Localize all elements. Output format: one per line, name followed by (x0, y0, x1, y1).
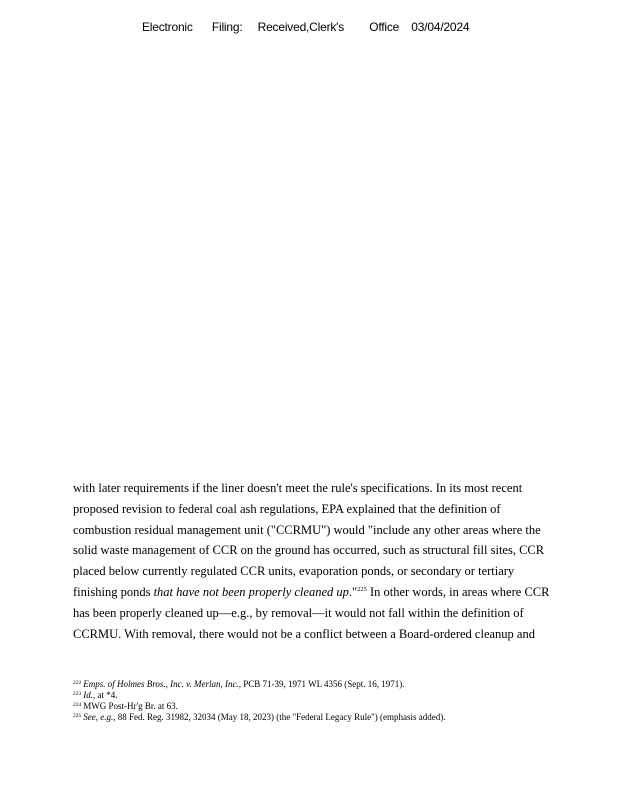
header-office: Office (369, 20, 400, 34)
body-line-5: placed below currently regulated CCR units, evaporation ponds, or secondary or tertiary (73, 564, 515, 579)
body-line-3-text-a: combustion residual management unit ("CCRMU") would (73, 522, 368, 537)
header-filing: Filing: (211, 20, 243, 34)
footnote-text: , PCB 71-39, 1971 WL 4356 (Sept. 16, 1971). (238, 679, 405, 689)
footnote-citation-italic: Id. (83, 690, 93, 700)
footnote-223 (73, 690, 573, 701)
body-line-6-text-a: finishing ponds (73, 584, 154, 599)
footnote-number: 224 (73, 702, 82, 708)
body-line-7-text-b: —e.g., by removal— (218, 605, 325, 620)
footnote-text: , 88 Fed. Reg. 31982, 32034 (May 18, 2023) (the "Federal Legacy Rule") (emphasis added). (113, 712, 446, 722)
footnote-ref-225: 225 (357, 585, 367, 593)
footnote-number: 225 (73, 713, 82, 719)
body-line-6 (73, 582, 573, 603)
footnote-225 (73, 712, 573, 723)
footnote-number: 223 (73, 691, 82, 697)
footnote-citation-italic: See, e.g. (83, 712, 114, 722)
body-line-1-text-b: In its most recent (432, 481, 523, 495)
header-received-clerks: Received,Clerk's (257, 20, 345, 34)
body-line-3 (73, 520, 573, 541)
footnote-text: MWG Post-Hr'g Br. at 63. (83, 701, 178, 711)
header-electronic: Electronic (142, 20, 193, 34)
filing-stamp-header (142, 20, 469, 34)
body-line-2: proposed revision to federal coal ash regulations, EPA explained that the definition of (73, 501, 501, 516)
body-line-6-text-b: ." (348, 584, 358, 599)
body-line-7-text-c: it would not fall within the definition of (324, 605, 524, 620)
body-line-4: solid waste management of CCR on the ground has occurred, such as structural fill sites, CCR (73, 543, 545, 558)
body-line-1-text-a: with later requirements if the liner doesn't meet the rule's specifications. (73, 481, 433, 495)
body-paragraph (73, 478, 573, 644)
body-line-3-text-b: "include any other areas where the (367, 522, 541, 537)
footnote-222 (73, 679, 573, 690)
footnote-citation-italic: Emps. of Holmes Bros., Inc. v. Merlan, Inc. (83, 679, 239, 689)
body-line-6-quote-italic: that have not been properly cleaned up (153, 584, 349, 599)
body-line-7-text-a: has been properly cleaned up (73, 605, 219, 620)
footnote-number: 222 (73, 680, 82, 686)
footnote-text: , at *4. (93, 690, 118, 700)
body-line-7 (73, 603, 573, 624)
header-date: 03/04/2024 (411, 20, 470, 34)
footnotes (73, 679, 573, 723)
body-line-6-text-c: In other words, in areas where CCR (366, 584, 550, 599)
body-line-8: CCRMU. With removal, there would not be a conflict between a Board-ordered cleanup and (73, 626, 535, 641)
body-line-1 (73, 478, 573, 499)
footnote-224 (73, 701, 573, 712)
